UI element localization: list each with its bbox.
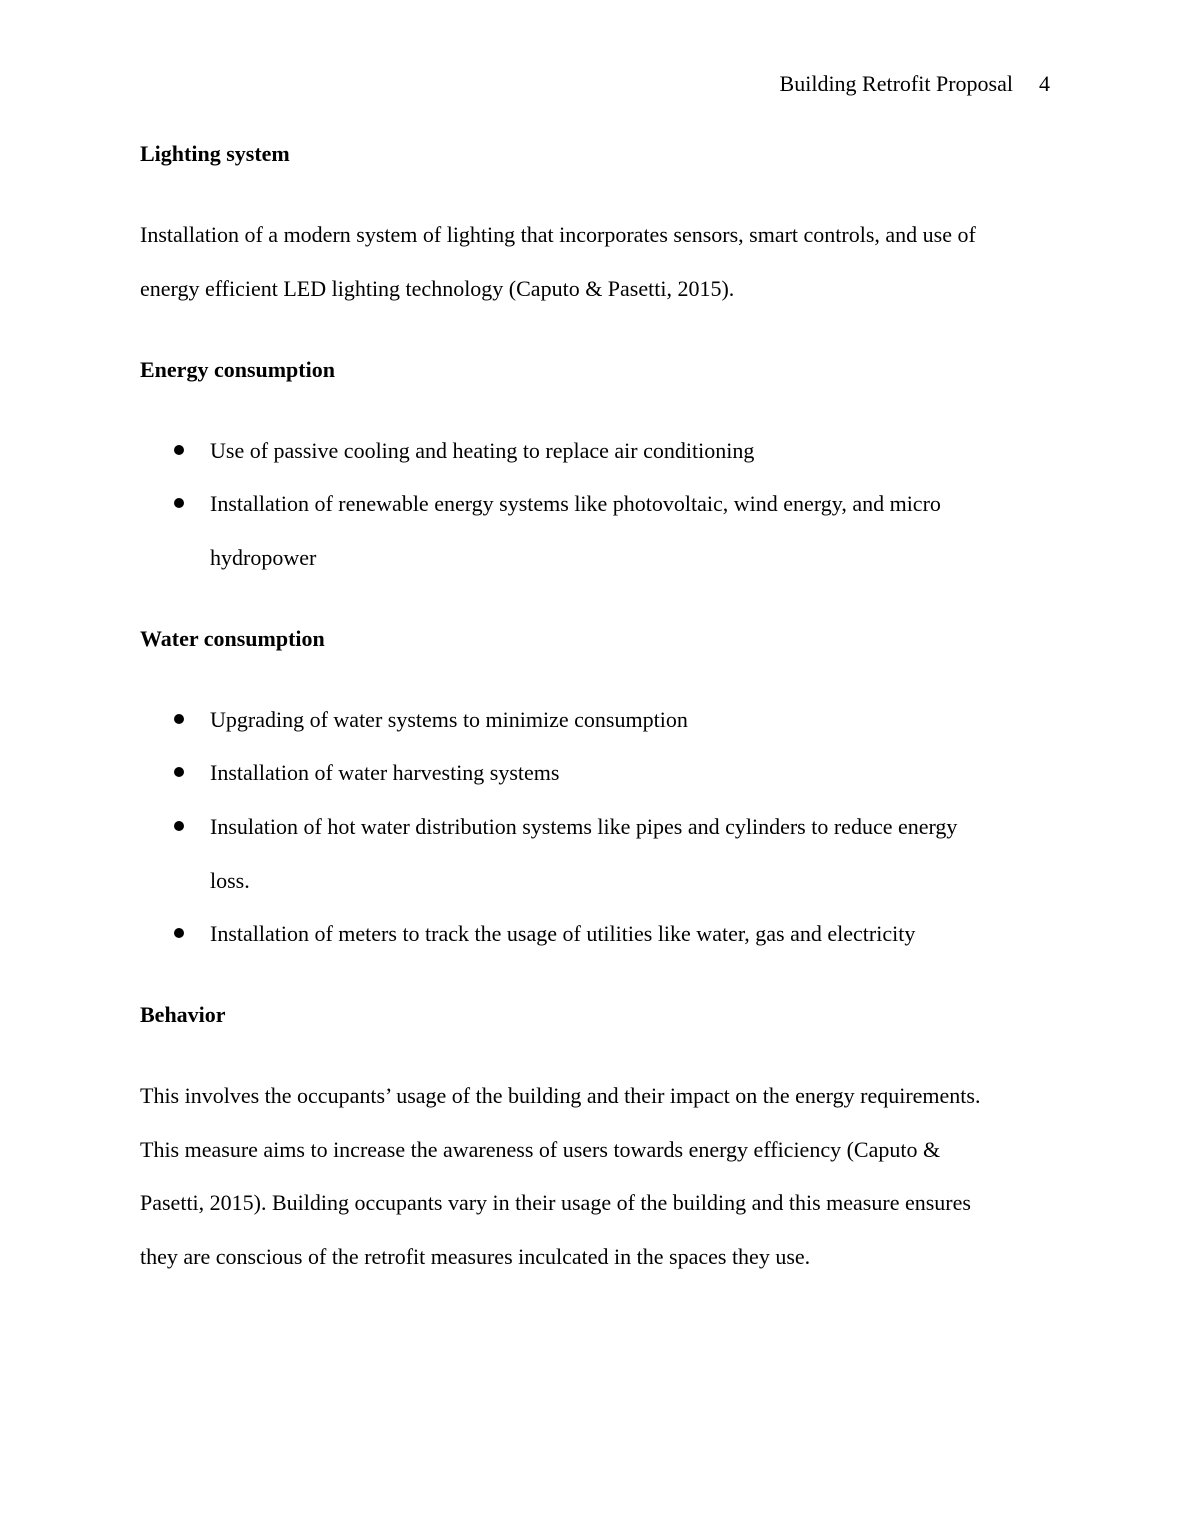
paragraph-line: energy efficient LED lighting technology (Caputo & Pasetti, 2015).: [140, 276, 735, 301]
paragraph-line: This measure aims to increase the awareness of users towards energy efficiency (Caputo &: [140, 1137, 941, 1162]
list-item: Installation of renewable energy systems like photovoltaic, wind energy, and micro: [210, 491, 941, 516]
list-item: Upgrading of water systems to minimize consumption: [210, 707, 688, 732]
page-number: 4: [1039, 71, 1050, 96]
paragraph-line: This involves the occupants’ usage of the building and their impact on the energy requirements.: [140, 1083, 981, 1108]
section-heading-lighting: Lighting system: [140, 141, 290, 166]
list-item: Insulation of hot water distribution systems like pipes and cylinders to reduce energy: [210, 814, 958, 839]
paragraph-line: they are conscious of the retrofit measures inculcated in the spaces they use.: [140, 1244, 811, 1269]
section-heading-behavior: Behavior: [140, 1002, 226, 1027]
list-item-continuation: hydropower: [210, 545, 317, 570]
running-header: [780, 70, 1050, 98]
list-item: Use of passive cooling and heating to replace air conditioning: [210, 438, 755, 463]
bullet-icon: [174, 498, 184, 508]
list-item: Installation of meters to track the usage of utilities like water, gas and electricity: [210, 921, 916, 946]
section-heading-water: Water consumption: [140, 626, 325, 651]
paragraph-line: Pasetti, 2015). Building occupants vary in their usage of the building and this measure ensures: [140, 1190, 971, 1215]
bullet-icon: [174, 821, 184, 831]
bullet-icon: [174, 928, 184, 938]
bullet-icon: [174, 445, 184, 455]
section-heading-energy: Energy consumption: [140, 357, 335, 382]
running-title: Building Retrofit Proposal: [779, 71, 1013, 96]
paragraph-line: Installation of a modern system of lighting that incorporates sensors, smart controls, and use of: [140, 222, 976, 247]
bullet-icon: [174, 714, 184, 724]
list-item: Installation of water harvesting systems: [210, 760, 560, 785]
list-item-continuation: loss.: [210, 868, 250, 893]
bullet-icon: [174, 767, 184, 777]
